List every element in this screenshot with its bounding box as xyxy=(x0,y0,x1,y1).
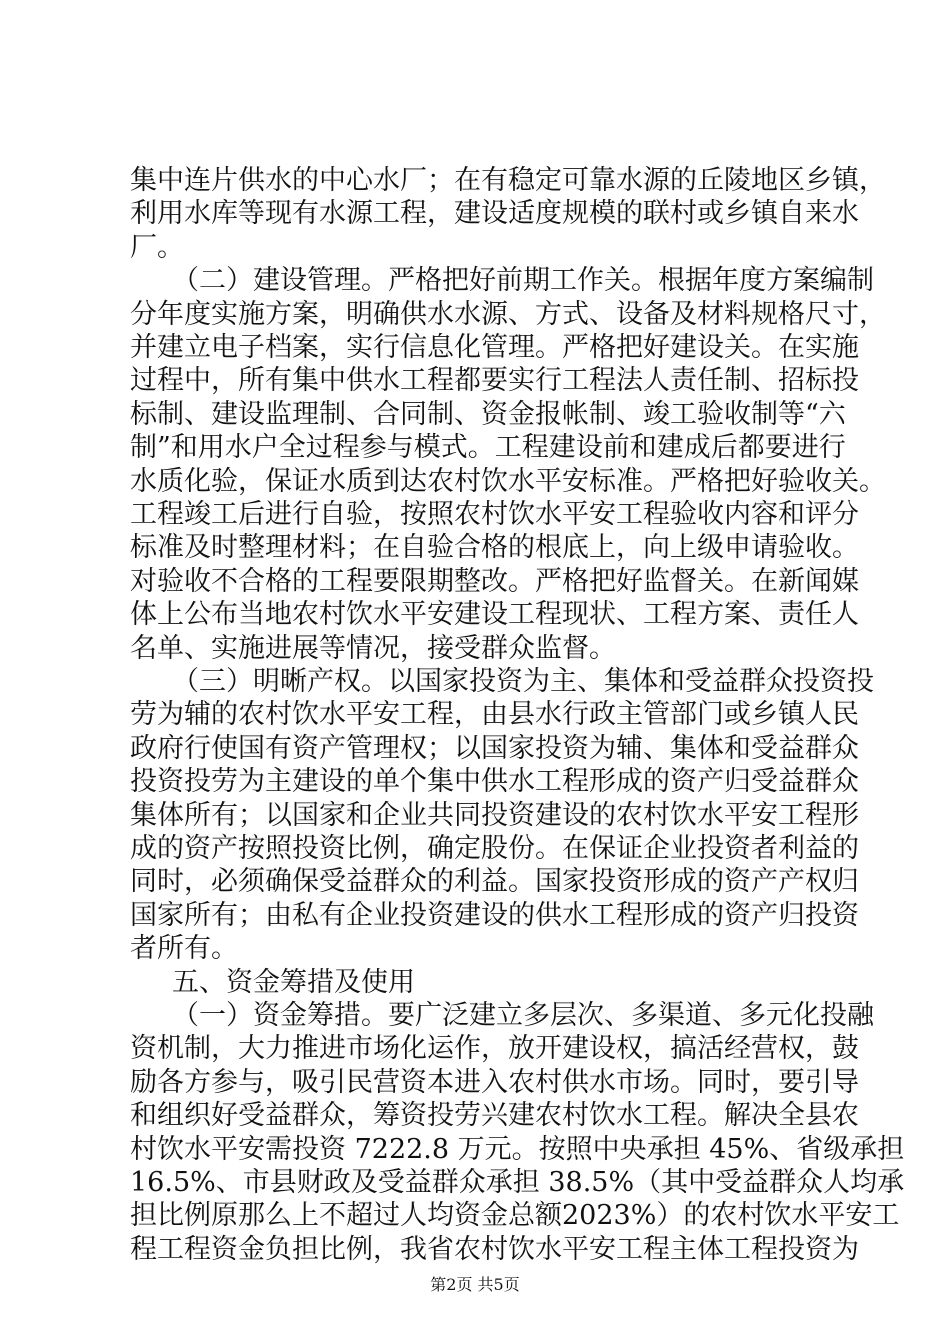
text-line: 过程中，所有集中供水工程都要实行工程法人责任制、招标投 xyxy=(130,365,859,397)
text-line: 名单、实施进展等情况，接受群众监督。 xyxy=(130,632,616,664)
text-line: 体上公布当地农村饮水平安建设工程现状、工程方案、责任人 xyxy=(130,599,859,631)
text-line: 村饮水平安需投资 7222.8 万元。按照中央承担 45%、省级承担 xyxy=(130,1133,905,1165)
text-line: 分年度实施方案，明确供水水源、方式、设备及材料规格尺寸， xyxy=(130,298,886,330)
text-line: 程工程资金负担比例，我省农村饮水平安工程主体工程投资为 xyxy=(130,1233,859,1265)
text-line: 五、资金筹措及使用 xyxy=(172,966,415,998)
text-line: 16.5%、市县财政及受益群众承担 38.5%（其中受益群众人均承 xyxy=(130,1167,905,1198)
text-line: 资机制，大力推进市场化运作，放开建设权，搞活经营权，鼓 xyxy=(130,1033,859,1065)
text-line: 成的资产按照投资比例，确定股份。在保证企业投资者利益的 xyxy=(130,833,859,864)
text-line: 政府行使国有资产管理权；以国家投资为辅、集体和受益群众 xyxy=(130,732,859,764)
text-line: （三）明晰产权。以国家投资为主、集体和受益群众投资投 xyxy=(172,666,874,697)
text-line: 集体所有；以国家和企业共同投资建设的农村饮水平安工程形 xyxy=(130,799,859,831)
page-footer: 第2页 共5页 xyxy=(430,1275,520,1294)
text-line: （一）资金筹措。要广泛建立多层次、多渠道、多元化投融 xyxy=(172,1000,874,1031)
text-line: 集中连片供水的中心水厂；在有稳定可靠水源的丘陵地区乡镇， xyxy=(130,165,886,196)
text-line: 投资投劳为主建设的单个集中供水工程形成的资产归受益群众 xyxy=(130,766,859,798)
text-line: 制”和用水户全过程参与模式。工程建设前和建成后都要进行 xyxy=(130,432,846,464)
text-line: 标准及时整理材料；在自验合格的根底上，向上级申请验收。 xyxy=(130,532,859,564)
text-line: （二）建设管理。严格把好前期工作关。根据年度方案编制 xyxy=(172,265,874,297)
text-line: 和组织好受益群众，筹资投劳兴建农村饮水工程。解决全县农 xyxy=(130,1100,859,1132)
text-line: 并建立电子档案，实行信息化管理。严格把好建设关。在实施 xyxy=(130,332,859,363)
text-line: 标制、建设监理制、合同制、资金报帐制、竣工验收制等“六 xyxy=(130,398,846,430)
text-line: 励各方参与，吸引民营资本进入农村供水市场。同时，要引导 xyxy=(130,1066,859,1098)
text-line: 厂。 xyxy=(130,231,184,263)
text-line: 劳为辅的农村饮水平安工程，由县水行政主管部门或乡镇人民 xyxy=(130,699,859,731)
text-line: 者所有。 xyxy=(130,933,238,965)
text-line: 对验收不合格的工程要限期整改。严格把好监督关。在新闻媒 xyxy=(130,565,859,597)
text-line: 国家所有；由私有企业投资建设的供水工程形成的资产归投资 xyxy=(130,899,859,931)
text-line: 利用水库等现有水源工程，建设适度规模的联村或乡镇自来水 xyxy=(130,198,859,230)
text-line: 担比例原那么上不超过人均资金总额2023%）的农村饮水平安工 xyxy=(130,1200,900,1232)
text-line: 水质化验，保证水质到达农村饮水平安标准。严格把好验收关。 xyxy=(130,465,886,497)
text-line: 工程竣工后进行自验，按照农村饮水平安工程验收内容和评分 xyxy=(130,499,859,530)
text-line: 同时，必须确保受益群众的利益。国家投资形成的资产产权归 xyxy=(130,866,859,898)
